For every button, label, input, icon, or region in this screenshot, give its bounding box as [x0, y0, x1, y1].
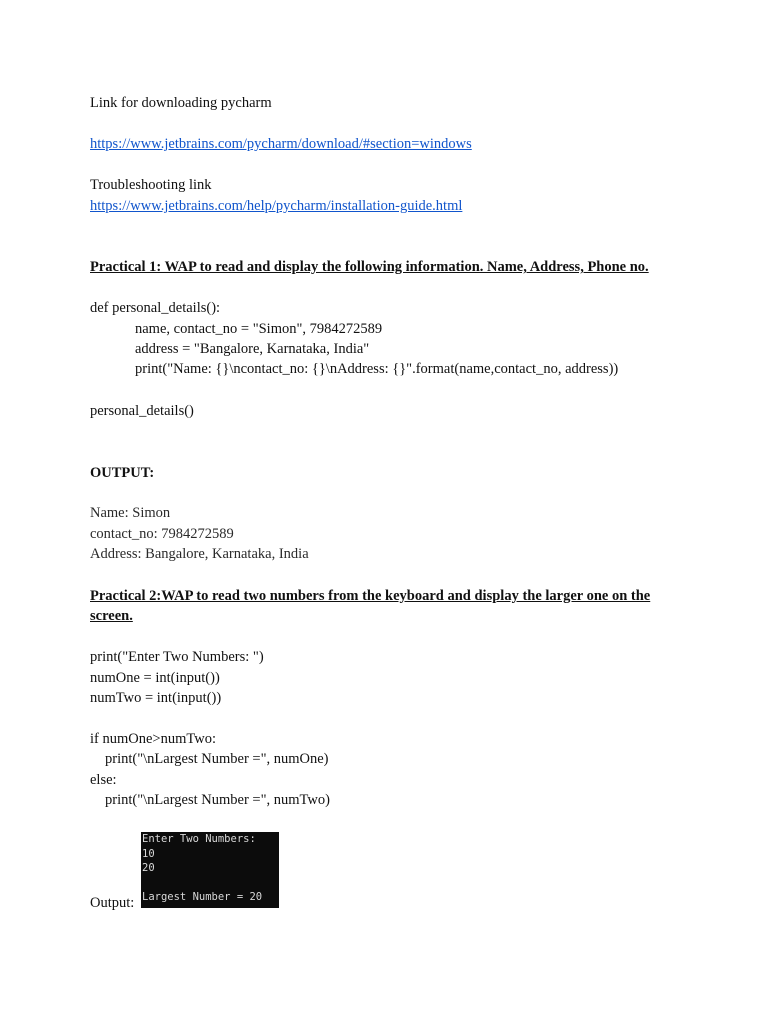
p2-code-line: print("\nLargest Number =", numTwo) — [105, 792, 330, 808]
p1-code-line: address = "Bangalore, Karnataka, India" — [135, 341, 370, 357]
p2-code-line: numOne = int(input()) — [90, 670, 220, 686]
p1-output-line: Address: Bangalore, Karnataka, India — [90, 546, 309, 562]
troubleshoot-link[interactable]: https://www.jetbrains.com/help/pycharm/installation-guide.html — [90, 198, 463, 214]
p2-code-line: else: — [90, 772, 117, 788]
download-label: Link for downloading pycharm — [90, 95, 272, 111]
terminal-line: Largest Number = 20 — [142, 891, 263, 903]
p1-code-line: print("Name: {}\ncontact_no: {}\nAddress: {}".format(name,contact_no, address)) — [135, 361, 619, 377]
output-label: Output: — [90, 895, 135, 911]
terminal-line: Enter Two Numbers: — [142, 833, 256, 845]
practical2-heading: screen. — [90, 608, 133, 624]
p2-code-line: numTwo = int(input()) — [90, 690, 222, 706]
p2-code-line: print("Enter Two Numbers: ") — [90, 649, 264, 665]
terminal-line — [142, 876, 278, 891]
practical2-heading: Practical 2:WAP to read two numbers from the keyboard and display the larger one on the — [90, 588, 651, 604]
terminal-line: 20 — [142, 862, 155, 874]
p1-output-line: Name: Simon — [90, 505, 171, 521]
p1-code-line: def personal_details(): — [90, 300, 221, 316]
download-link[interactable]: https://www.jetbrains.com/pycharm/download/#section=windows — [90, 136, 472, 152]
p2-code-line: if numOne>numTwo: — [90, 731, 216, 747]
practical1-heading: Practical 1: WAP to read and display the following information. Name, Address, Phone no. — [90, 259, 649, 275]
p1-code-line: name, contact_no = "Simon", 7984272589 — [135, 321, 383, 337]
p1-code-line: personal_details() — [90, 403, 194, 419]
p2-code-line: print("\nLargest Number =", numOne) — [105, 751, 329, 767]
p1-output-line: contact_no: 7984272589 — [90, 526, 234, 542]
terminal-line: 10 — [142, 847, 155, 860]
output-heading: OUTPUT: — [90, 465, 155, 481]
troubleshoot-label: Troubleshooting link — [90, 177, 212, 193]
terminal-output-screenshot — [141, 832, 279, 908]
